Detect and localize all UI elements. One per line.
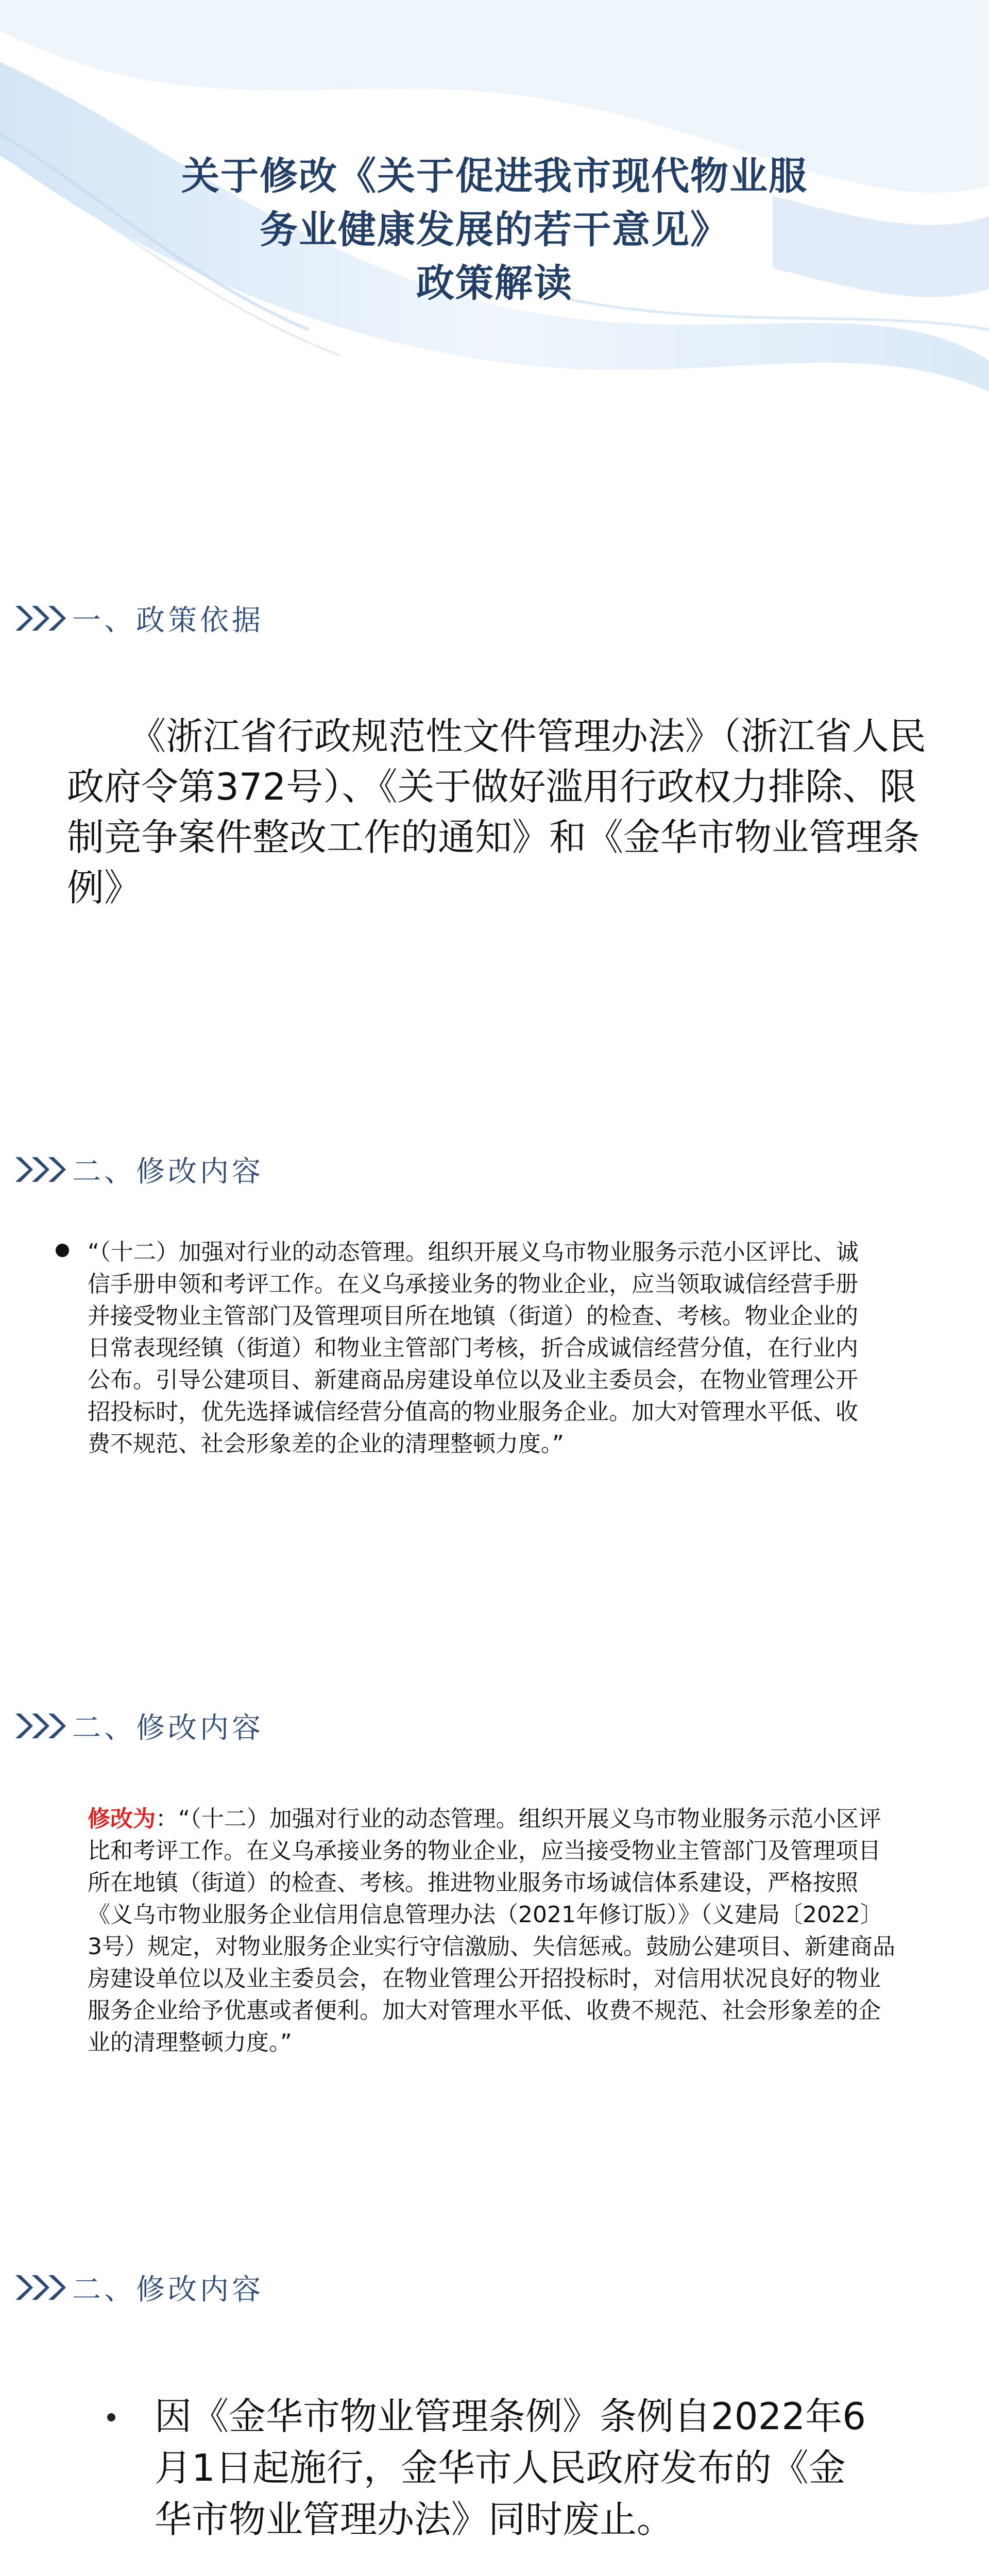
section-heading-modified (12, 1705, 264, 1747)
triple-chevron-icon (12, 1154, 62, 1185)
original-clause-text: “（十二）加强对行业的动态管理。组织开展义乌市物业服务示范小区评比、诚信手册申领和考评工作。在义乌承接业务的物业企业，应当领取诚信经营手册并接受物业主管部门及管理项目所在地镇（街道）的检查、考核。物业企业的日常表现经镇（街道）和物业主管部门考核，折合成诚信经营分值，在行业内公布。引导公建项目、新建商品房建设单位以及业主委员会，在物业管理公开招投标时，优先选择诚信经营分值高的物业服务企业。加大对管理水平低、收费不规范、社会形象差的企业的清理整顿力度。” (88, 1239, 859, 1457)
original-clause-item (88, 1236, 871, 1460)
modified-clause (88, 1803, 896, 2059)
triple-chevron-icon (12, 1710, 62, 1741)
repeal-item (155, 2391, 876, 2545)
section-heading-repeal (12, 2267, 264, 2308)
page-title (0, 149, 989, 310)
section-title: 一、政策依据 (72, 604, 264, 637)
triple-chevron-icon (12, 603, 62, 634)
title-line-1: 关于修改《关于促进我市现代物业服 (181, 154, 808, 198)
modified-sep: ： (156, 1806, 178, 1832)
modified-label: 修改为 (88, 1806, 156, 1832)
repeal-text: 因《金华市物业管理条例》条例自2022年6月1日起施行，金华市人民政府发布的《金华市物业管理办法》同时废止。 (155, 2395, 866, 2541)
modified-clause-text: “（十二）加强对行业的动态管理。组织开展义乌市物业服务示范小区评比和考评工作。在义乌承接业务的物业企业，应当接受物业主管部门及管理项目所在地镇（街道）的检查、考核。推进物业服务市场诚信体系建设，严格按照《义乌市物业服务企业信用信息管理办法（2021年修订版）》（义建局〔2022〕3号）规定，对物业服务企业实行守信激励、失信惩戒。鼓励公建项目、新建商品房建设单位以及业主委员会，在物业管理公开招投标时，对信用状况良好的物业服务企业给予优惠或者便利。加大对管理水平低、收费不规范、社会形象差的企业的清理整顿力度。” (88, 1806, 895, 2056)
policy-basis-text: 《浙江省行政规范性文件管理办法》（浙江省人民政府令第372号）、《关于做好滥用行政权力排除、限制竞争案件整改工作的通知》和《金华市物业管理条例》 (67, 715, 927, 909)
bullet-dot-icon (107, 2413, 115, 2421)
section-title: 二、修改内容 (72, 1711, 264, 1745)
page-header (0, 0, 989, 464)
section-title: 二、修改内容 (72, 1155, 264, 1189)
section-title: 二、修改内容 (72, 2273, 264, 2307)
triple-chevron-icon (12, 2272, 62, 2303)
section-heading-original (12, 1149, 264, 1190)
section-heading-basis (12, 598, 264, 639)
title-line-3: 政策解读 (416, 261, 573, 306)
bullet-dot-icon (56, 1244, 69, 1257)
title-line-2: 务业健康发展的若干意见》 (260, 208, 729, 252)
